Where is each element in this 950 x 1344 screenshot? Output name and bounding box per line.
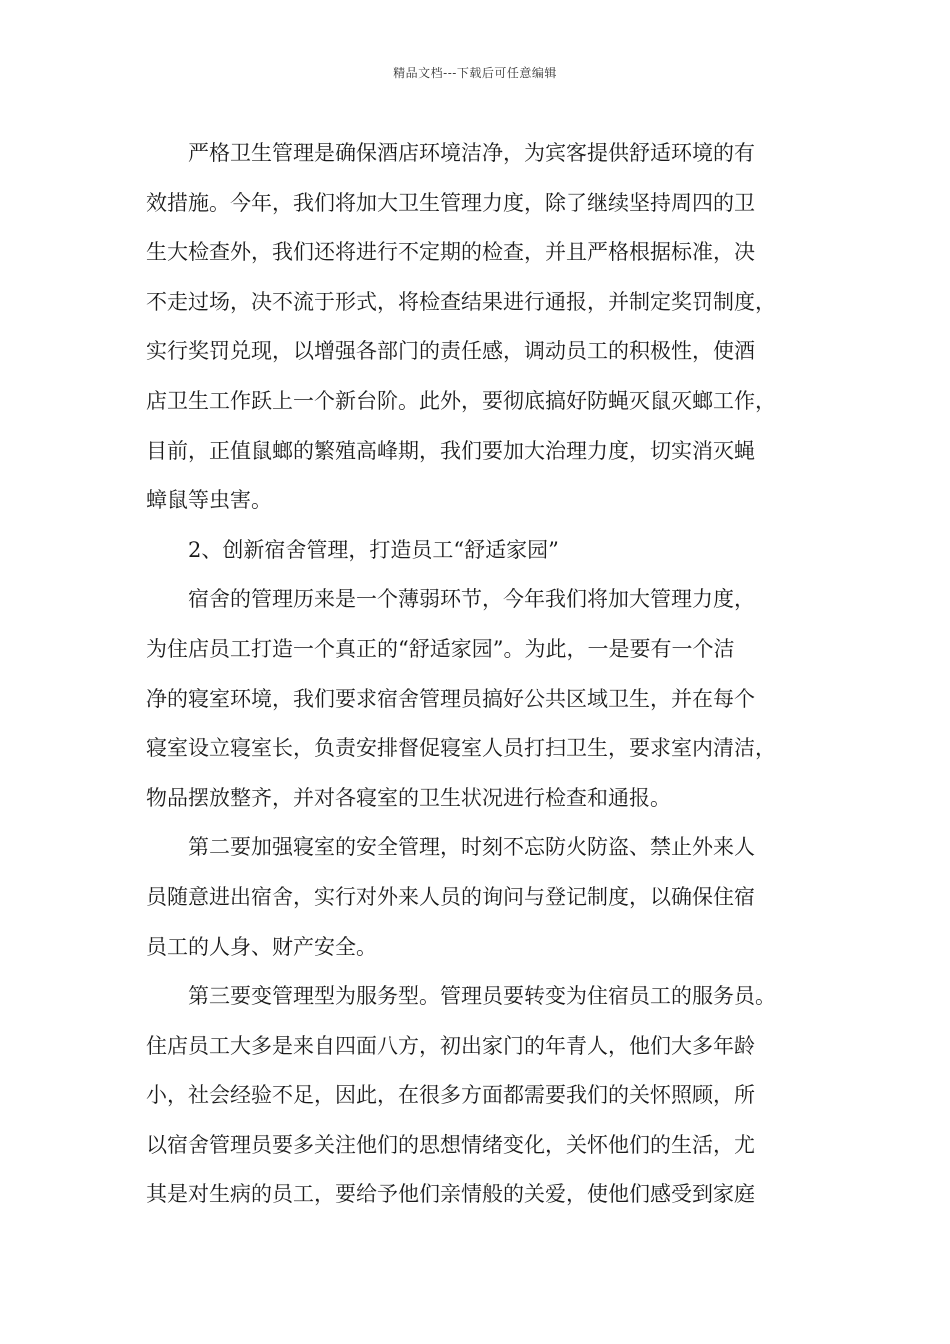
text-line: 效措施。今年，我们将加大卫生管理力度，除了继续坚持周四的卫	[146, 190, 755, 215]
paragraph-hygiene	[146, 129, 806, 526]
document-body	[146, 129, 806, 1220]
text-line: 小，社会经验不足，因此，在很多方面都需要我们的关怀照顾，所	[146, 1083, 755, 1108]
text-line: 蟑鼠等虫害。	[146, 488, 272, 513]
text-line: 第三要变管理型为服务型。管理员要转变为住宿员工的服务员。	[188, 984, 776, 1009]
text-line: 寝室设立寝室长，负责安排督促寝室人员打扫卫生，要求室内清洁，	[146, 736, 776, 761]
text-line: 实行奖罚兑现，以增强各部门的责任感，调动员工的积极性，使酒	[146, 339, 755, 364]
section-heading	[146, 526, 806, 576]
text-line: 不走过场，决不流于形式，将检查结果进行通报，并制定奖罚制度，	[146, 289, 776, 314]
paragraph-dormitory	[146, 575, 806, 823]
text-line: 店卫生工作跃上一个新台阶。此外，要彻底搞好防蝇灭鼠灭螂工作，	[146, 388, 776, 413]
page-header: 精品文档---下载后可任意编辑	[393, 66, 557, 80]
text-line: 目前，正值鼠螂的繁殖高峰期，我们要加大治理力度，切实消灭蝇	[146, 438, 755, 463]
text-line: 严格卫生管理是确保酒店环境洁净，为宾客提供舒适环境的有	[188, 141, 755, 165]
text-line: 物品摆放整齐，并对各寝室的卫生状况进行检查和通报。	[146, 785, 671, 810]
text-line: 为住店员工打造一个真正的“舒适家园”。为此，一是要有一个洁	[146, 636, 735, 661]
paragraph-safety	[146, 823, 806, 972]
text-line: 宿舍的管理历来是一个薄弱环节，今年我们将加大管理力度，	[188, 587, 755, 612]
text-line: 其是对生病的员工，要给予他们亲情般的关爱，使他们感受到家庭	[146, 1182, 755, 1207]
text-line: 员随意进出宿舍，实行对外来人员的询问与登记制度，以确保住宿	[146, 884, 755, 909]
heading-text: 2、创新宿舍管理，打造员工“舒适家园”	[188, 537, 559, 562]
text-line: 净的寝室环境，我们要求宿舍管理员搞好公共区域卫生，并在每个	[146, 686, 755, 711]
text-line: 以宿舍管理员要多关注他们的思想情绪变化，关怀他们的生活，尤	[146, 1132, 755, 1157]
text-line: 员工的人身、财产安全。	[146, 934, 377, 959]
text-line: 住店员工大多是来自四面八方，初出家门的年青人，他们大多年龄	[146, 1033, 755, 1058]
text-line: 第二要加强寝室的安全管理，时刻不忘防火防盗、禁止外来人	[188, 835, 755, 860]
text-line: 生大检查外，我们还将进行不定期的检查，并且严格根据标准，决	[146, 240, 755, 265]
paragraph-service	[146, 972, 806, 1220]
